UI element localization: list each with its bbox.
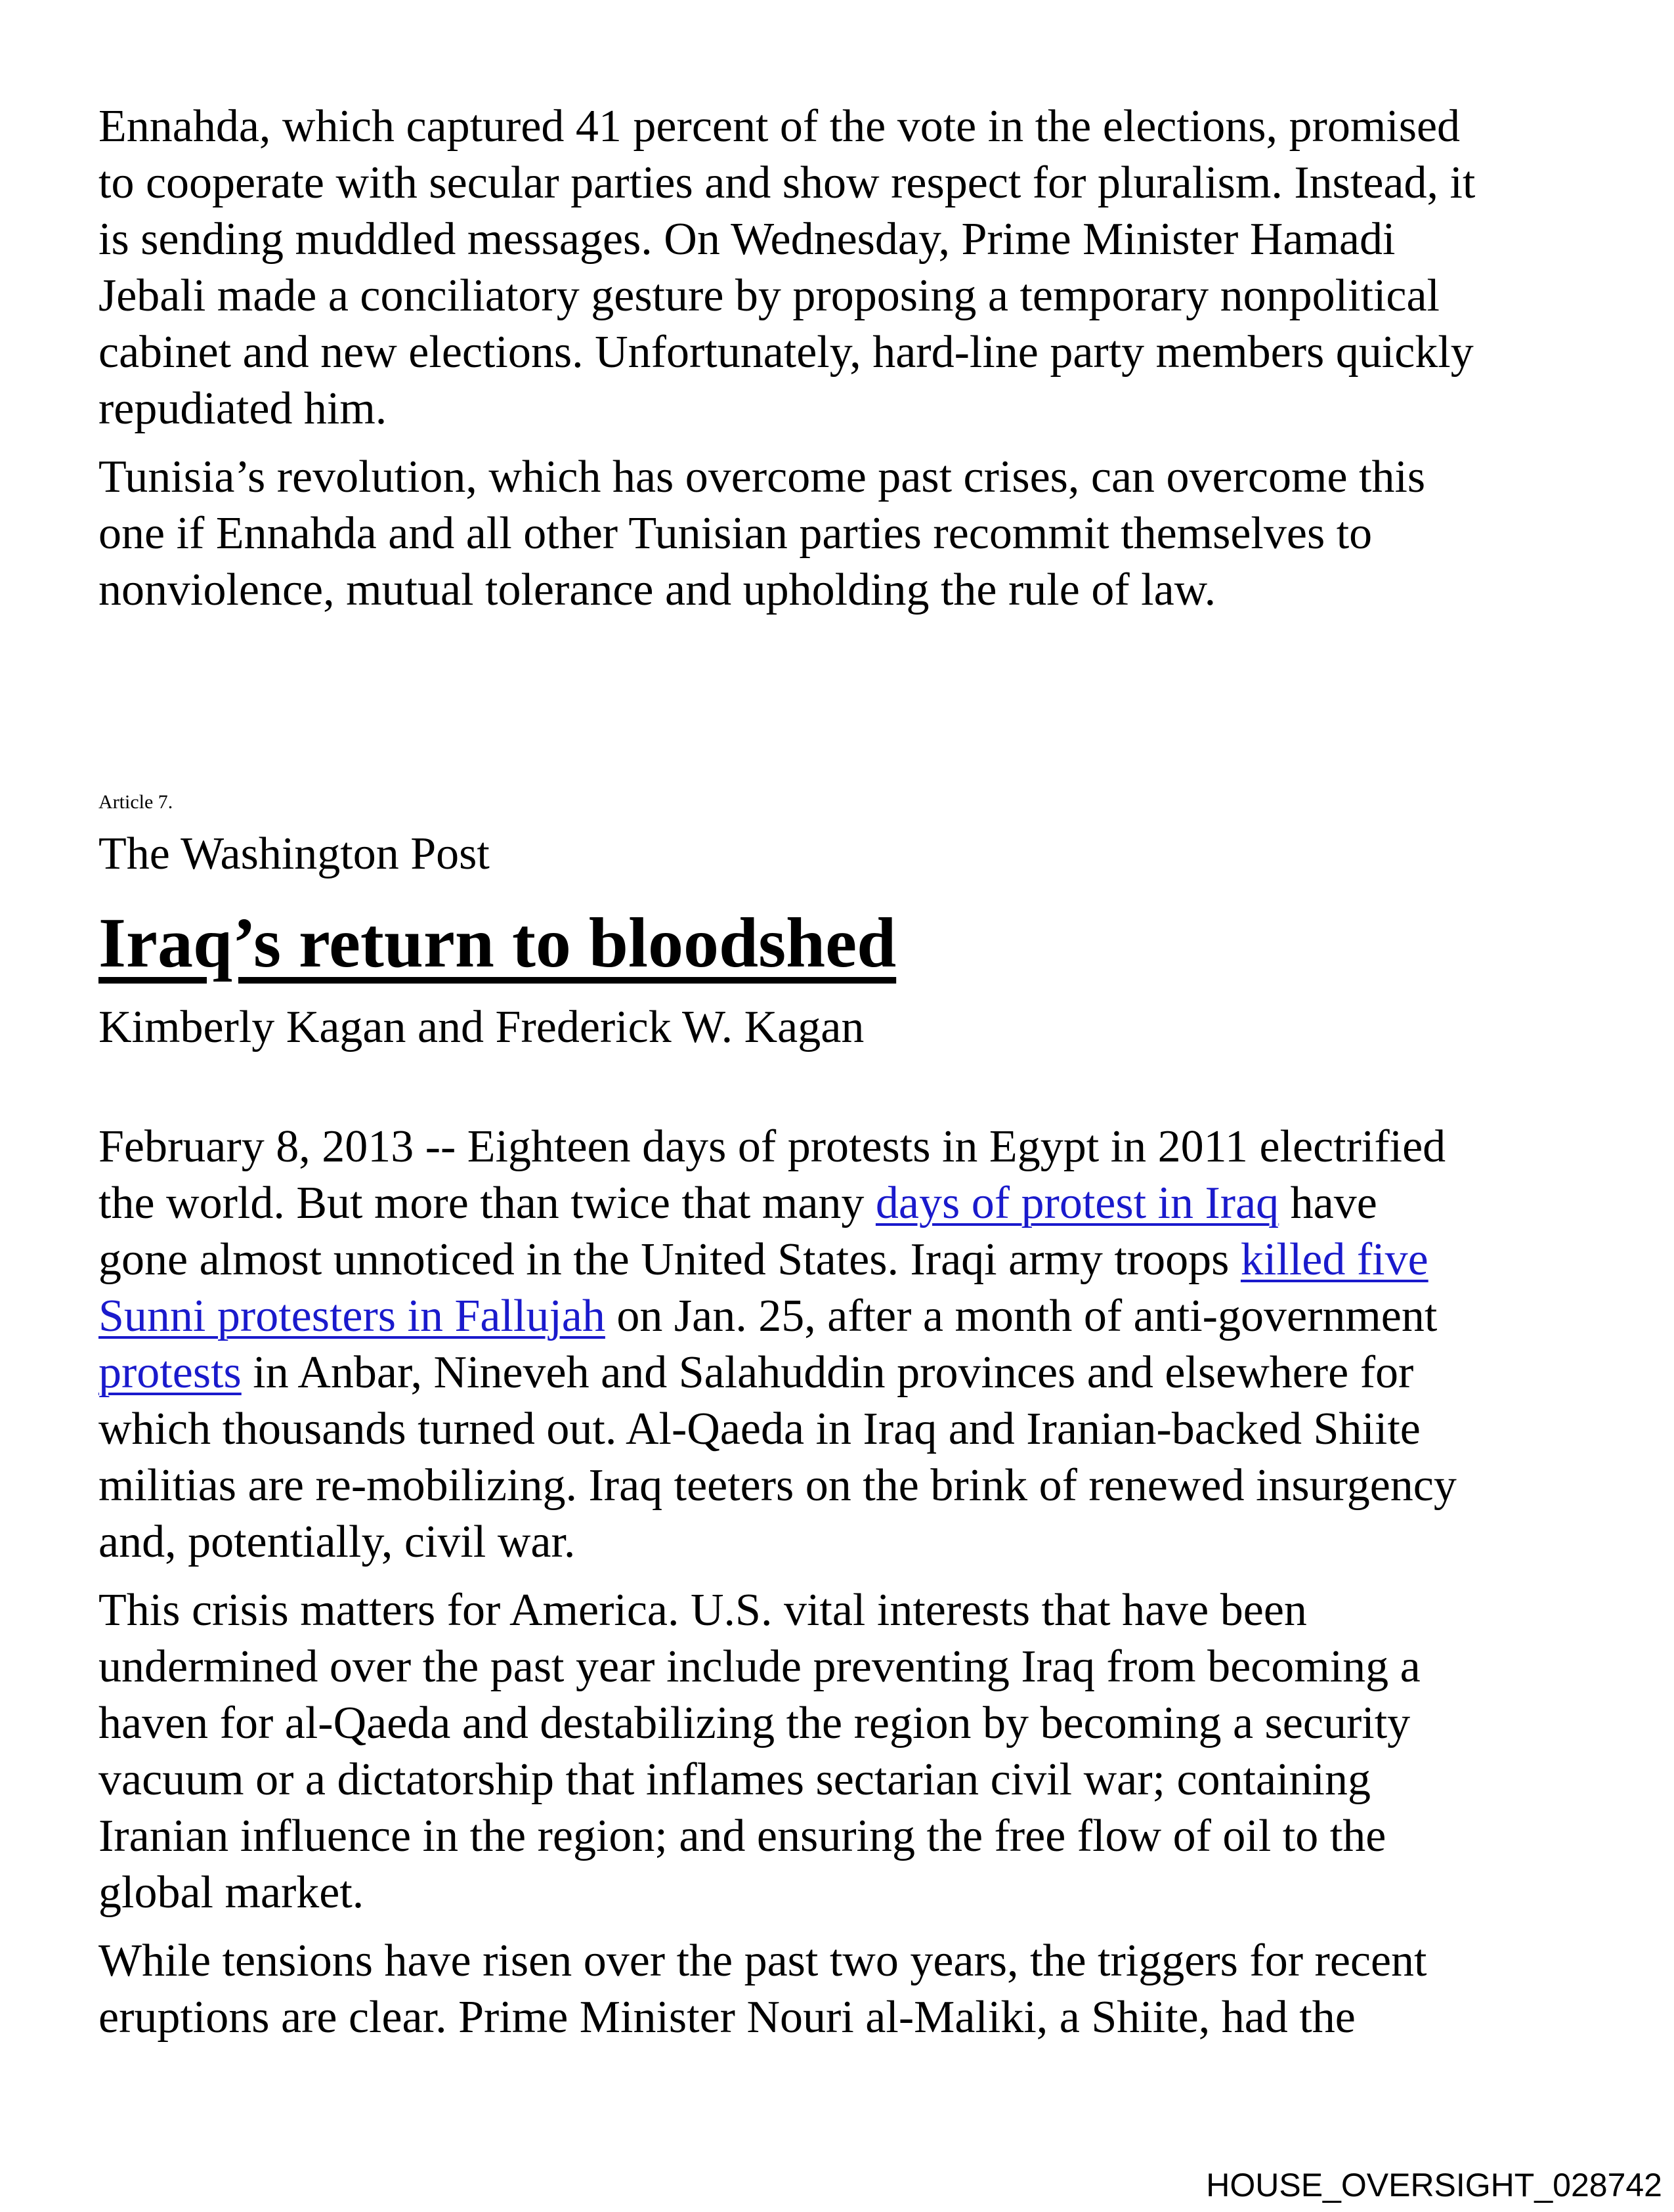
text-line: is sending muddled messages. On Wednesday, Prime Minister Hamadi [98, 214, 1396, 265]
text-line [98, 1288, 1437, 1345]
text-line: eruptions are clear. Prime Minister Nouri al-Maliki, a Shiite, had the [98, 1992, 1356, 2043]
text-line: which thousands turned out. Al-Qaeda in Iraq and Iranian-backed Shiite [98, 1404, 1421, 1454]
text-span: gone almost unnoticed in the United States. Iraqi army troops [98, 1234, 1241, 1285]
text-span: have [1279, 1178, 1377, 1228]
text-line [98, 1175, 1377, 1232]
text-line: militias are re-mobilizing. Iraq teeters on the brink of renewed insurgency [98, 1460, 1457, 1511]
link-killed-five-sunni-protesters-cont[interactable]: Sunni protesters in Fallujah [98, 1291, 605, 1341]
text-line: vacuum or a dictatorship that inflames sectarian civil war; containing [98, 1754, 1371, 1805]
text-line: global market. [98, 1867, 364, 1918]
text-line [98, 1232, 1428, 1288]
text-line: undermined over the past year include preventing Iraq from becoming a [98, 1641, 1421, 1692]
bates-stamp: HOUSE_OVERSIGHT_028742 [1206, 2167, 1662, 2203]
text-line [98, 1345, 1413, 1401]
text-span: in Anbar, Nineveh and Salahuddin provinces and elsewhere for [241, 1347, 1414, 1398]
text-line: haven for al-Qaeda and destabilizing the region by becoming a security [98, 1698, 1411, 1748]
link-days-of-protest-in-iraq[interactable]: days of protest in Iraq [875, 1178, 1279, 1228]
text-line: February 8, 2013 -- Eighteen days of protests in Egypt in 2011 electrified [98, 1121, 1446, 1172]
text-line: This crisis matters for America. U.S. vital interests that have been [98, 1585, 1307, 1636]
text-line: cabinet and new elections. Unfortunately, hard-line party members quickly [98, 327, 1474, 378]
article-headline: Iraq’s return to bloodshed [98, 904, 897, 982]
text-line: to cooperate with secular parties and show respect for pluralism. Instead, it [98, 158, 1476, 208]
link-protests[interactable]: protests [98, 1347, 242, 1398]
text-line: While tensions have risen over the past two years, the triggers for recent [98, 1936, 1427, 1986]
text-line: nonviolence, mutual tolerance and upholding the rule of law. [98, 565, 1216, 615]
text-line: Ennahda, which captured 41 percent of the vote in the elections, promised [98, 101, 1461, 152]
text-line: and, potentially, civil war. [98, 1517, 576, 1567]
article-byline: Kimberly Kagan and Frederick W. Kagan [98, 1002, 865, 1052]
text-line: one if Ennahda and all other Tunisian parties recommit themselves to [98, 508, 1373, 559]
article-number-label: Article 7. [98, 791, 173, 813]
publication-name: The Washington Post [98, 829, 490, 879]
text-span: on Jan. 25, after a month of anti-government [605, 1291, 1438, 1341]
text-line: Tunisia’s revolution, which has overcome past crises, can overcome this [98, 452, 1426, 502]
text-line: Iranian influence in the region; and ensuring the free flow of oil to the [98, 1811, 1386, 1861]
text-line: Jebali made a conciliatory gesture by proposing a temporary nonpolitical [98, 271, 1440, 321]
text-span: the world. But more than twice that many [98, 1178, 876, 1228]
link-killed-five-sunni-protesters[interactable]: killed five [1240, 1234, 1428, 1285]
text-line: repudiated him. [98, 383, 387, 434]
